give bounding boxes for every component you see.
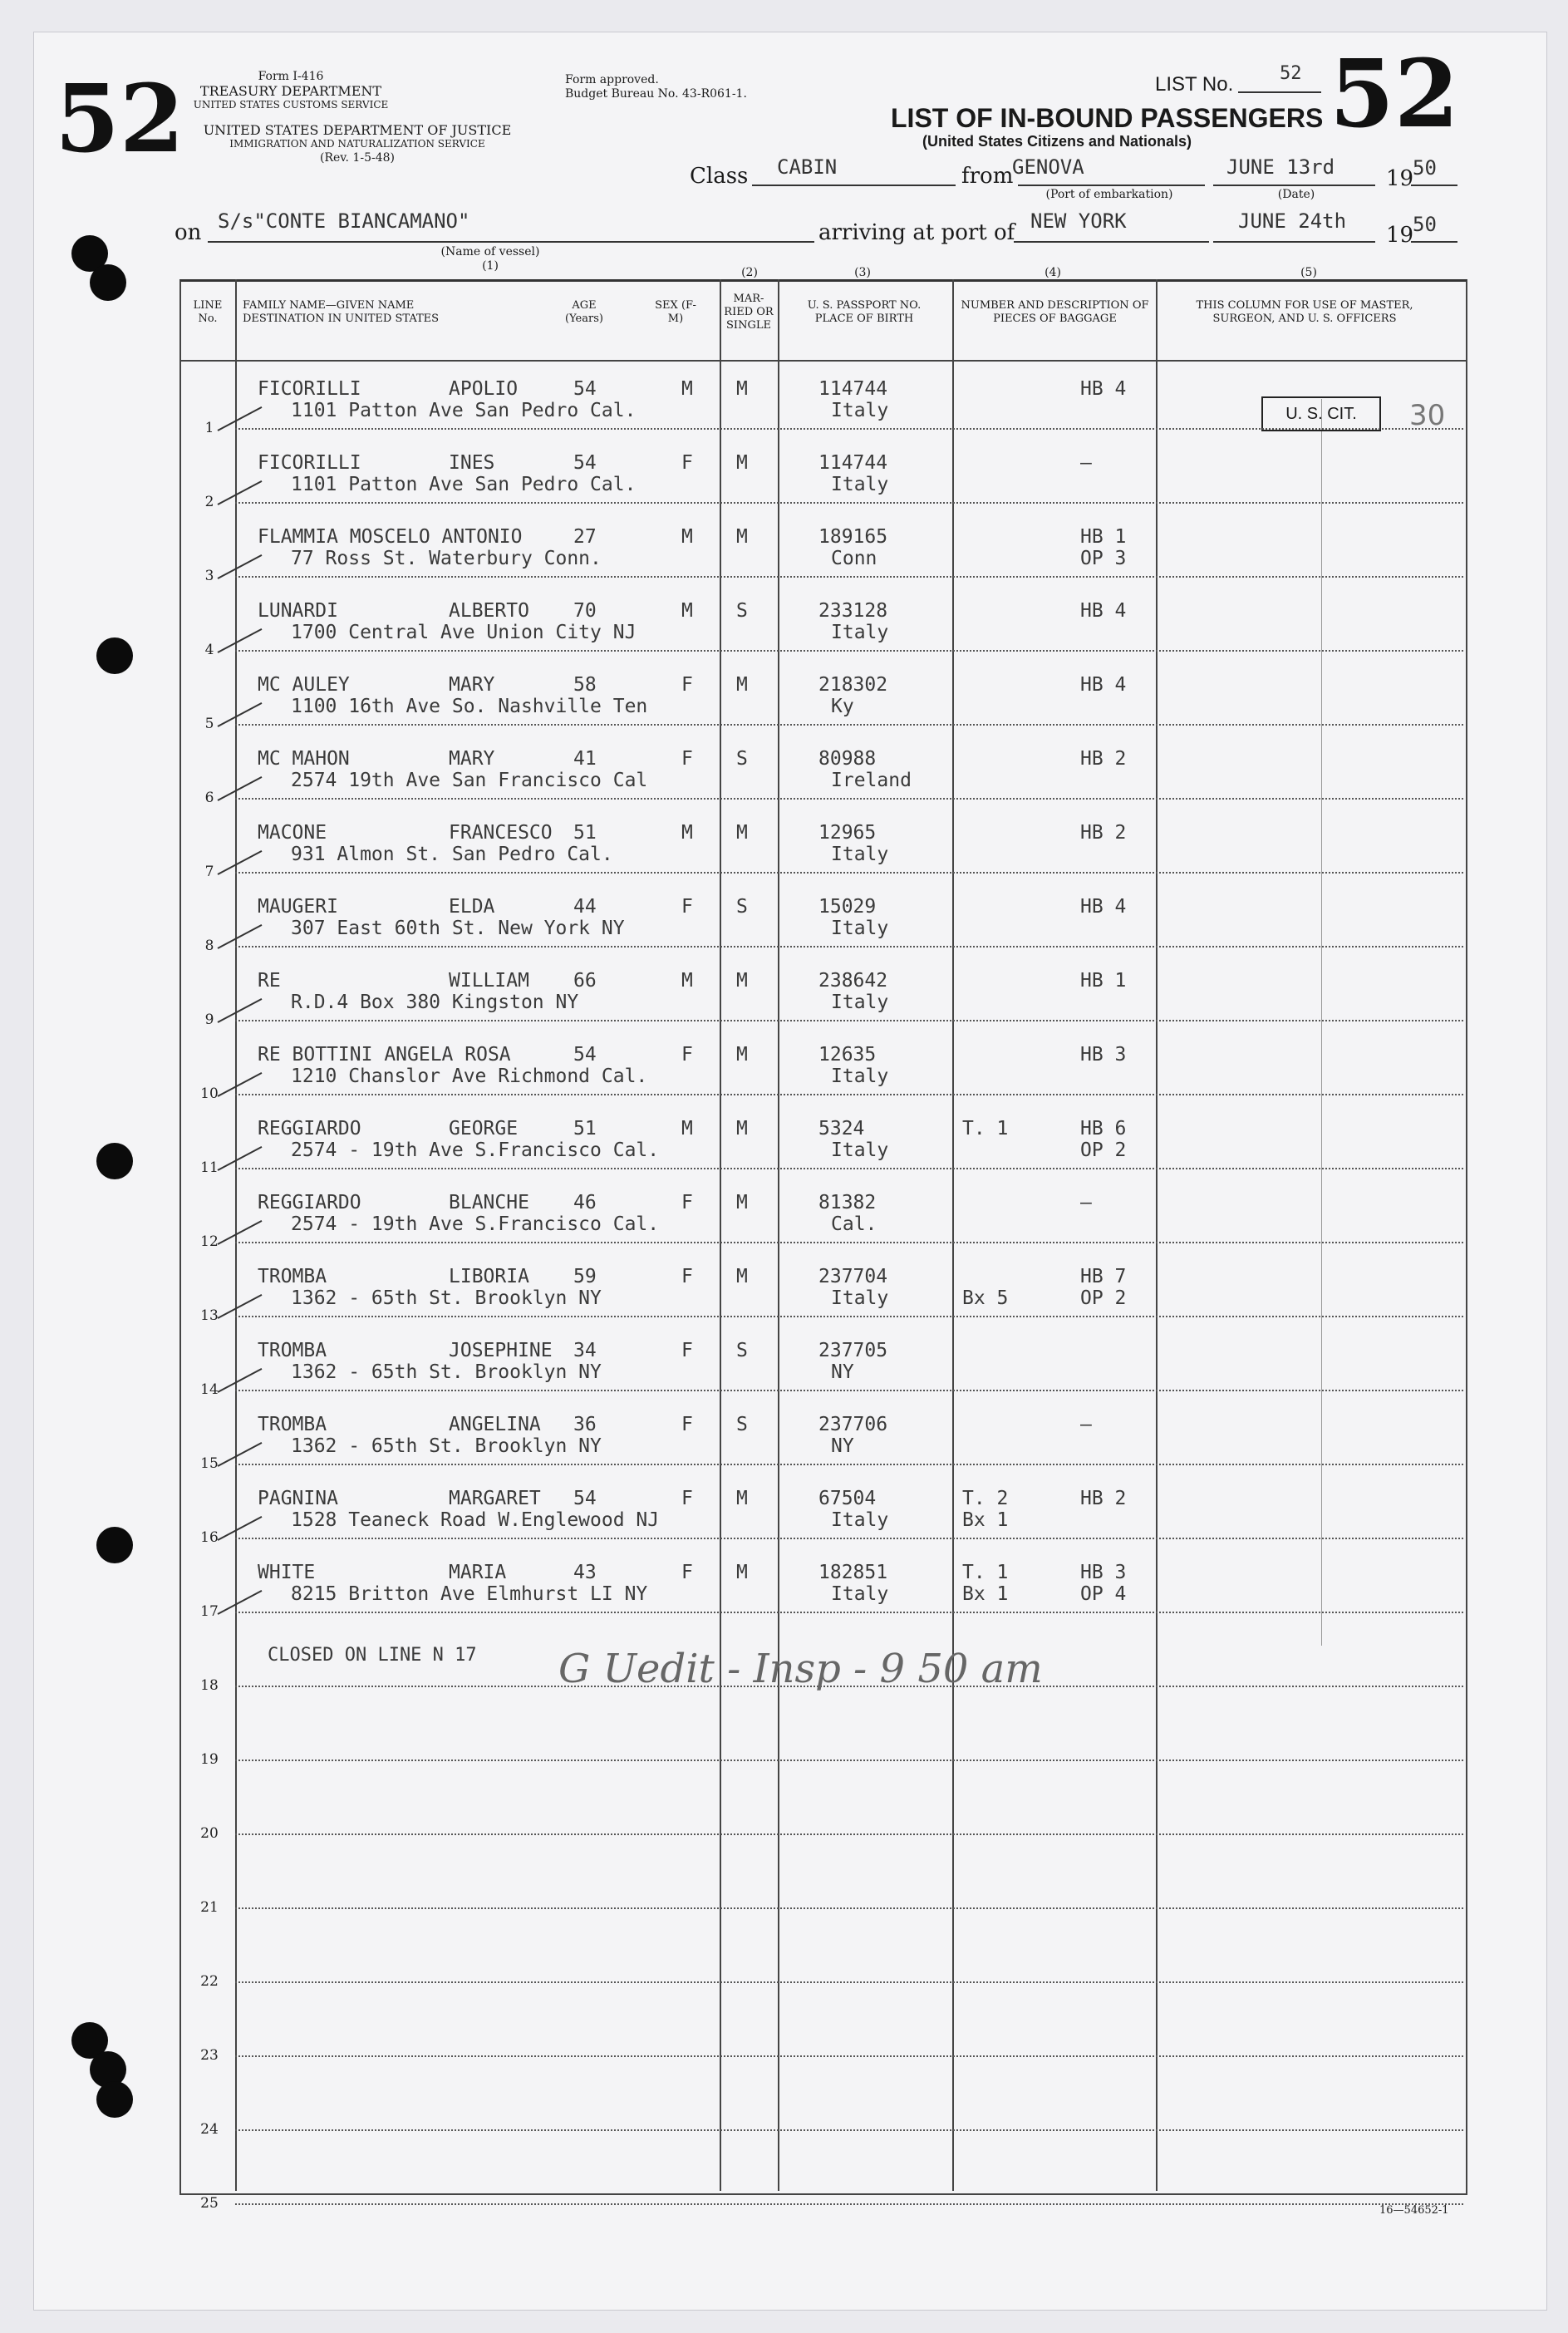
- col-num-2: (2): [741, 266, 758, 279]
- place-of-birth: NY: [831, 1361, 854, 1383]
- row-rule: [235, 946, 1463, 947]
- given-name: WILLIAM: [449, 970, 529, 992]
- passport-number: 238642: [818, 970, 888, 992]
- approval-block: [565, 73, 781, 101]
- destination: 1101 Patton Ave San Pedro Cal.: [291, 400, 637, 421]
- place-of-birth: Italy: [831, 400, 889, 421]
- sex: M: [681, 600, 693, 622]
- family-name: FICORILLI: [258, 452, 361, 474]
- place-of-birth: Ireland: [831, 770, 912, 791]
- destination: R.D.4 Box 380 Kingston NY: [291, 992, 579, 1013]
- col-baggage: NUMBER AND DESCRIPTION OF PIECES OF BAGGAGE: [961, 299, 1149, 325]
- given-name: BLANCHE: [449, 1192, 529, 1213]
- marital-status: M: [736, 822, 748, 844]
- line-number: 5: [204, 716, 214, 732]
- line-number: 17: [200, 1603, 219, 1620]
- row-rule: [235, 428, 1463, 430]
- baggage-main: HB 4: [1080, 896, 1127, 918]
- arriving-label: arriving at port of: [818, 220, 1015, 245]
- passport-number: 237705: [818, 1340, 888, 1361]
- embark-year-prefix: 19: [1386, 166, 1414, 191]
- row-rule: [235, 798, 1463, 800]
- col-married: MAR-RIED OR SINGLE: [724, 293, 774, 332]
- baggage-left: T. 2: [962, 1488, 1009, 1509]
- row-rule: [235, 724, 1463, 726]
- marital-status: M: [736, 1044, 748, 1066]
- baggage-main: —: [1080, 1414, 1092, 1435]
- baggage-main: —: [1080, 452, 1092, 474]
- sex: M: [681, 822, 693, 844]
- given-name: MARY: [449, 748, 495, 770]
- destination: 2574 - 19th Ave S.Francisco Cal.: [291, 1139, 660, 1161]
- age: 54: [573, 1488, 597, 1509]
- age: 36: [573, 1414, 597, 1435]
- sex: M: [681, 526, 693, 548]
- destination: 8215 Britton Ave Elmhurst LI NY: [291, 1583, 648, 1605]
- baggage-secondary: OP 2: [1080, 1139, 1127, 1161]
- place-of-birth: Cal.: [831, 1213, 877, 1235]
- line-number: 18: [200, 1677, 219, 1694]
- sex: F: [681, 1044, 693, 1066]
- given-name: MARIA: [449, 1562, 507, 1583]
- baggage-secondary: OP 2: [1080, 1287, 1127, 1309]
- form-approved: Form approved.: [565, 73, 659, 86]
- baggage-main: —: [1080, 1192, 1092, 1213]
- baggage-main: HB 2: [1080, 822, 1127, 844]
- row-rule: [235, 2129, 1463, 2131]
- line-number: 6: [204, 790, 214, 806]
- col-line-no: LINE No.: [193, 299, 223, 325]
- passport-number: 12965: [818, 822, 877, 844]
- place-of-birth: Italy: [831, 622, 889, 643]
- closed-note: CLOSED ON LINE N 17: [268, 1645, 477, 1666]
- baggage-main: HB 4: [1080, 674, 1127, 696]
- destination: 1362 - 65th St. Brooklyn NY: [291, 1361, 602, 1383]
- from-label: from: [961, 164, 1014, 189]
- age: 43: [573, 1562, 597, 1583]
- form-identifiers: [166, 70, 415, 112]
- line-number: 2: [204, 494, 214, 510]
- customs-service: UNITED STATES CUSTOMS SERVICE: [193, 99, 389, 111]
- family-name: WHITE: [258, 1562, 316, 1583]
- footer-code: 16—54652-1: [1379, 2204, 1449, 2217]
- line-number: 15: [200, 1455, 219, 1472]
- col-officers: THIS COLUMN FOR USE OF MASTER, SURGEON, AND U. S. OFFICERS: [1196, 299, 1413, 325]
- sex: F: [681, 748, 693, 770]
- arrival-date: JUNE 24th: [1238, 209, 1347, 233]
- line-number: 23: [200, 2047, 219, 2064]
- arrival-year: 50: [1413, 213, 1437, 236]
- given-name: APOLIO: [449, 378, 519, 400]
- sex: F: [681, 896, 693, 918]
- marital-status: S: [736, 896, 748, 918]
- line-number: 19: [200, 1751, 219, 1768]
- row-rule: [235, 1833, 1463, 1835]
- destination: 2574 19th Ave San Francisco Cal: [291, 770, 648, 791]
- destination: 77 Ross St. Waterbury Conn.: [291, 548, 602, 569]
- col-num-5: (5): [1300, 266, 1317, 279]
- row-rule: [235, 1538, 1463, 1539]
- line-number: 13: [200, 1307, 219, 1324]
- family-name: TROMBA: [258, 1414, 327, 1435]
- marital-status: M: [736, 674, 748, 696]
- marital-status: M: [736, 452, 748, 474]
- row-rule: [235, 502, 1463, 504]
- embark-date: JUNE 13rd: [1226, 155, 1335, 179]
- from-value: GENOVA: [1012, 155, 1084, 179]
- col-age: AGE (Years): [565, 299, 603, 325]
- family-name: MACONE: [258, 822, 327, 844]
- destination: 1700 Central Ave Union City NJ: [291, 622, 637, 643]
- ins-service: IMMIGRATION AND NATURALIZATION SERVICE: [229, 138, 485, 150]
- passport-number: 114744: [818, 452, 888, 474]
- passport-number: 237706: [818, 1414, 888, 1435]
- baggage-secondary: OP 3: [1080, 548, 1127, 569]
- inspector-signature: G Uedit - Insp - 9 50 am: [558, 1646, 1043, 1692]
- destination: 1362 - 65th St. Brooklyn NY: [291, 1287, 602, 1309]
- passport-number: 237704: [818, 1266, 888, 1287]
- passport-number: 218302: [818, 674, 888, 696]
- punch-hole: [96, 637, 133, 674]
- baggage-left-2: Bx 1: [962, 1583, 1009, 1605]
- marital-status: M: [736, 526, 748, 548]
- baggage-main: HB 4: [1080, 600, 1127, 622]
- row-rule: [235, 1242, 1463, 1243]
- given-name: FRANCESCO: [449, 822, 553, 844]
- sex: F: [681, 1488, 693, 1509]
- sex: F: [681, 1266, 693, 1287]
- destination: 1528 Teaneck Road W.Englewood NJ: [291, 1509, 660, 1531]
- vessel-caption-num: (1): [482, 259, 499, 273]
- col-passport: U. S. PASSPORT NO. PLACE OF BIRTH: [807, 299, 922, 325]
- baggage-main: HB 1: [1080, 526, 1127, 548]
- date-caption: (Date): [1277, 188, 1315, 201]
- row-rule: [235, 576, 1463, 578]
- sex: F: [681, 1192, 693, 1213]
- col-num-3: (3): [854, 266, 871, 279]
- list-no-label: LIST No.: [1155, 73, 1234, 96]
- marital-status: M: [736, 1266, 748, 1287]
- passport-number: 182851: [818, 1562, 888, 1583]
- family-name: RE BOTTINI ANGELA ROSA: [258, 1044, 511, 1066]
- family-name: PAGNINA: [258, 1488, 338, 1509]
- given-name: GEORGE: [449, 1118, 519, 1139]
- col-sex: SEX (F-M): [655, 299, 696, 325]
- col-num-4: (4): [1045, 266, 1061, 279]
- line-number: 4: [204, 642, 214, 658]
- line-number: 9: [204, 1011, 214, 1028]
- given-name: ALBERTO: [449, 600, 529, 622]
- baggage-left-2: Bx 1: [962, 1509, 1009, 1531]
- place-of-birth: Conn: [831, 548, 877, 569]
- line-number: 12: [200, 1233, 219, 1250]
- revision: (Rev. 1-5-48): [320, 151, 395, 165]
- on-label: on: [174, 220, 202, 245]
- baggage-main: HB 2: [1080, 748, 1127, 770]
- sex: M: [681, 378, 693, 400]
- given-name: INES: [449, 452, 495, 474]
- page-subtitle: (United States Citizens and Nationals): [922, 133, 1192, 150]
- line-number: 20: [200, 1825, 219, 1842]
- marital-status: M: [736, 1562, 748, 1583]
- given-name: MARY: [449, 674, 495, 696]
- class-label: Class: [690, 164, 749, 189]
- passport-number: 189165: [818, 526, 888, 548]
- given-name: JOSEPHINE: [449, 1340, 553, 1361]
- place-of-birth: Italy: [831, 844, 889, 865]
- age: 66: [573, 970, 597, 992]
- family-name: TROMBA: [258, 1266, 327, 1287]
- treasury-dept: TREASURY DEPARTMENT: [199, 83, 382, 99]
- vessel-name: S/s"CONTE BIANCAMANO": [218, 209, 470, 233]
- officer-note: 30: [1409, 399, 1446, 432]
- line-number: 3: [204, 568, 214, 584]
- us-citizen-stamp: U. S. CIT.: [1261, 396, 1381, 431]
- destination: 1101 Patton Ave San Pedro Cal.: [291, 474, 637, 495]
- row-rule: [235, 1020, 1463, 1021]
- passport-number: 114744: [818, 378, 888, 400]
- row-rule: [235, 1981, 1463, 1983]
- given-name: MARGARET: [449, 1488, 541, 1509]
- justice-dept: UNITED STATES DEPARTMENT OF JUSTICE: [203, 122, 512, 138]
- destination: 2574 - 19th Ave S.Francisco Cal.: [291, 1213, 660, 1235]
- destination: 1210 Chanslor Ave Richmond Cal.: [291, 1066, 648, 1087]
- age: 70: [573, 600, 597, 622]
- age: 54: [573, 1044, 597, 1066]
- line-number: 1: [204, 420, 214, 436]
- age: 41: [573, 748, 597, 770]
- list-no-value: 52: [1280, 63, 1302, 84]
- line-number: 24: [200, 2121, 219, 2138]
- age: 59: [573, 1266, 597, 1287]
- embark-year: 50: [1413, 156, 1437, 180]
- baggage-main: HB 1: [1080, 970, 1127, 992]
- marital-status: S: [736, 748, 748, 770]
- baggage-left: T. 1: [962, 1118, 1009, 1139]
- given-name: ANGELINA: [449, 1414, 541, 1435]
- given-name: LIBORIA: [449, 1266, 529, 1287]
- form-number: Form I-416: [258, 70, 324, 83]
- row-rule: [235, 2055, 1463, 2057]
- age: 58: [573, 674, 597, 696]
- baggage-left-2: Bx 5: [962, 1287, 1009, 1309]
- justice-identifiers: [170, 123, 544, 165]
- age: 51: [573, 822, 597, 844]
- marital-status: M: [736, 1488, 748, 1509]
- stamp-number-left: 52: [55, 65, 184, 174]
- baggage-left: T. 1: [962, 1562, 1009, 1583]
- vessel-caption: (Name of vessel): [440, 245, 540, 258]
- destination: 931 Almon St. San Pedro Cal.: [291, 844, 613, 865]
- passport-number: 80988: [818, 748, 877, 770]
- baggage-main: HB 7: [1080, 1266, 1127, 1287]
- marital-status: S: [736, 1340, 748, 1361]
- marital-status: M: [736, 1192, 748, 1213]
- stamp-number-right: 52: [1330, 40, 1459, 149]
- marital-status: M: [736, 1118, 748, 1139]
- row-rule: [235, 872, 1463, 874]
- row-rule: [235, 650, 1463, 652]
- marital-status: S: [736, 600, 748, 622]
- place-of-birth: Italy: [831, 1139, 889, 1161]
- age: 34: [573, 1340, 597, 1361]
- baggage-secondary: OP 4: [1080, 1583, 1127, 1605]
- punch-hole: [96, 1527, 133, 1563]
- punch-hole: [90, 264, 126, 301]
- line-number: 7: [204, 864, 214, 880]
- baggage-main: HB 3: [1080, 1562, 1127, 1583]
- baggage-main: HB 2: [1080, 1488, 1127, 1509]
- line-number: 21: [200, 1899, 219, 1916]
- arrival-port: NEW YORK: [1030, 209, 1127, 233]
- family-name: REGGIARDO: [258, 1118, 361, 1139]
- family-name: MC AULEY: [258, 674, 350, 696]
- sex: M: [681, 970, 693, 992]
- place-of-birth: NY: [831, 1435, 854, 1457]
- place-of-birth: Italy: [831, 1509, 889, 1531]
- passport-number: 15029: [818, 896, 877, 918]
- row-rule: [235, 1094, 1463, 1095]
- marital-status: M: [736, 970, 748, 992]
- line-number: 8: [204, 938, 214, 954]
- place-of-birth: Italy: [831, 1583, 889, 1605]
- family-name: REGGIARDO: [258, 1192, 361, 1213]
- destination: 1100 16th Ave So. Nashville Ten: [291, 696, 648, 717]
- col-name: FAMILY NAME—GIVEN NAME DESTINATION IN UNITED STATES: [243, 299, 440, 325]
- age: 27: [573, 526, 597, 548]
- place-of-birth: Ky: [831, 696, 854, 717]
- marital-status: M: [736, 378, 748, 400]
- row-rule: [235, 1168, 1463, 1169]
- sex: M: [681, 1118, 693, 1139]
- passport-number: 12635: [818, 1044, 877, 1066]
- age: 54: [573, 378, 597, 400]
- place-of-birth: Italy: [831, 1287, 889, 1309]
- family-name: FICORILLI: [258, 378, 361, 400]
- row-rule: [235, 2203, 1463, 2205]
- sex: F: [681, 674, 693, 696]
- passport-number: 67504: [818, 1488, 877, 1509]
- line-number: 22: [200, 1973, 219, 1990]
- sex: F: [681, 452, 693, 474]
- family-name: TROMBA: [258, 1340, 327, 1361]
- marital-status: S: [736, 1414, 748, 1435]
- age: 51: [573, 1118, 597, 1139]
- age: 46: [573, 1192, 597, 1213]
- given-name: ELDA: [449, 896, 495, 918]
- row-rule: [235, 1612, 1463, 1613]
- punch-hole: [96, 2081, 133, 2118]
- passport-number: 81382: [818, 1192, 877, 1213]
- line-number: 25: [200, 2195, 219, 2212]
- baggage-main: HB 3: [1080, 1044, 1127, 1066]
- sex: F: [681, 1340, 693, 1361]
- destination: 307 East 60th St. New York NY: [291, 918, 625, 939]
- family-name: MAUGERI: [258, 896, 338, 918]
- budget-bureau: Budget Bureau No. 43-R061-1.: [565, 87, 747, 101]
- line-number: 14: [200, 1381, 219, 1398]
- sex: F: [681, 1414, 693, 1435]
- family-name: FLAMMIA MOSCELO ANTONIO: [258, 526, 523, 548]
- row-rule: [235, 1760, 1463, 1761]
- baggage-main: HB 6: [1080, 1118, 1127, 1139]
- punch-hole: [96, 1143, 133, 1179]
- line-number: 10: [200, 1085, 219, 1102]
- destination: 1362 - 65th St. Brooklyn NY: [291, 1435, 602, 1457]
- arrival-year-prefix: 19: [1386, 223, 1414, 248]
- place-of-birth: Italy: [831, 474, 889, 495]
- age: 54: [573, 452, 597, 474]
- sex: F: [681, 1562, 693, 1583]
- class-value: CABIN: [777, 155, 838, 179]
- place-of-birth: Italy: [831, 1066, 889, 1087]
- place-of-birth: Italy: [831, 918, 889, 939]
- place-of-birth: Italy: [831, 992, 889, 1013]
- baggage-main: HB 4: [1080, 378, 1127, 400]
- row-rule: [235, 1464, 1463, 1465]
- row-rule: [235, 1390, 1463, 1391]
- family-name: MC MAHON: [258, 748, 350, 770]
- passport-number: 233128: [818, 600, 888, 622]
- row-rule: [235, 1907, 1463, 1909]
- line-number: 11: [200, 1159, 219, 1176]
- family-name: RE: [258, 970, 281, 992]
- page-title: LIST OF IN-BOUND PASSENGERS: [891, 103, 1324, 133]
- passport-number: 5324: [818, 1118, 865, 1139]
- line-number: 16: [200, 1529, 219, 1546]
- port-caption: (Port of embarkation): [1045, 188, 1173, 201]
- family-name: LUNARDI: [258, 600, 338, 622]
- row-rule: [235, 1316, 1463, 1317]
- age: 44: [573, 896, 597, 918]
